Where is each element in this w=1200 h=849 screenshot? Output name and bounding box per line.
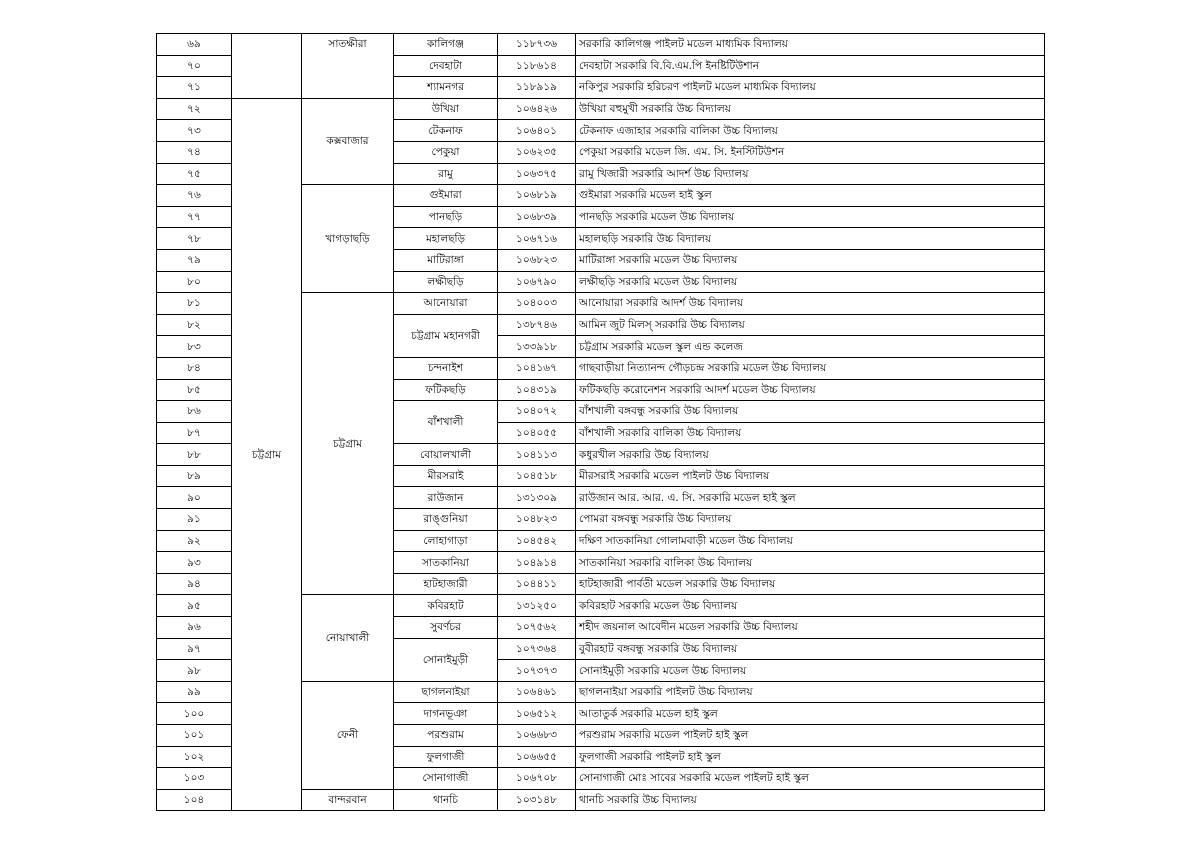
district-label: সাতক্ষীরা (328, 38, 367, 50)
upazila-cell: মীরসরাই (394, 465, 498, 487)
code-cell: ১০৬৫১২ (498, 703, 576, 725)
school-name-cell: দেবহাটা সরকারি বি.বি.এম.পি ইনষ্টিটিউশান (576, 55, 1045, 77)
division-label: চট্টগ্রাম (251, 448, 282, 461)
serial-cell: ৯৫ (157, 595, 232, 617)
code-cell: ১০৪৫১৮ (498, 465, 576, 487)
upazila-cell: ফটিকছড়ি (394, 379, 498, 401)
code-cell: ১৩১৩০৯ (498, 487, 576, 509)
school-name-cell: সোনাগাজী মোঃ সাবের সরকারি মডেল পাইলট হাই স্কুল (576, 768, 1045, 790)
serial-cell: ১০১ (157, 725, 232, 747)
serial-cell: ৮০ (157, 271, 232, 293)
district-cell-satkhira (302, 34, 394, 99)
serial-cell: ৭৯ (157, 249, 232, 271)
upazila-cell: লক্ষীছড়ি (394, 271, 498, 293)
serial-cell: ৮৮ (157, 444, 232, 466)
school-name-cell: আনোয়ারা সরকারি আদর্শ উচ্চ বিদ্যালয় (576, 293, 1045, 315)
school-name-cell: চট্টগ্রাম সরকারি মডেল স্কুল এন্ড কলেজ (576, 336, 1045, 358)
code-cell: ১০৬৭৯০ (498, 271, 576, 293)
district-cell-chattogram (302, 293, 394, 595)
division-cell-chattogram (232, 98, 302, 811)
serial-cell: ৭০ (157, 55, 232, 77)
upazila-cell: পরশুরাম (394, 725, 498, 747)
serial-cell: ৭৮ (157, 228, 232, 250)
district-cell-noakhali (302, 595, 394, 681)
district-label: খাগড়াছড়ি (325, 232, 370, 245)
code-cell: ১০৬৬৫৫ (498, 746, 576, 768)
code-cell: ১৩৮৭৪৬ (498, 314, 576, 336)
upazila-cell: শ্যামনগর (394, 77, 498, 99)
school-name-cell: ফটিকছড়ি করোনেশন সরকারি আদর্শ মডেল উচ্চ বিদ্যালয় (576, 379, 1045, 401)
upazila-cell: টেকনাফ (394, 120, 498, 142)
code-cell: ১০৬৪২৬ (498, 98, 576, 120)
upazila-cell: বোয়ালখালী (394, 444, 498, 466)
code-cell: ১৩১২৫০ (498, 595, 576, 617)
district-label: কক্সবাজার (326, 135, 369, 148)
serial-cell: ৮৭ (157, 422, 232, 444)
school-name-cell: পরশুরাম সরকারি মডেল পাইলট হাই স্কুল (576, 725, 1045, 747)
upazila-cell: সুবর্ণচর (394, 617, 498, 639)
school-name-cell: রাউজান আর. আর. এ. সি. সরকারি মডেল হাই স্কুল (576, 487, 1045, 509)
serial-cell: ৭৭ (157, 206, 232, 228)
school-name-cell: ফুলগাজী সরকারি পাইলট হাই স্কুল (576, 746, 1045, 768)
code-cell: ১১৮৬১৪ (498, 55, 576, 77)
serial-cell: ১০০ (157, 703, 232, 725)
code-cell: ১০৩১৪৮ (498, 789, 576, 811)
code-cell: ১০৪৯১৪ (498, 552, 576, 574)
upazila-cell: মহালছড়ি (394, 228, 498, 250)
district-cell-coxsbazar (302, 98, 394, 184)
upazila-cell: দাগনভূঞা (394, 703, 498, 725)
upazila-cell: কবিরহাট (394, 595, 498, 617)
upazila-cell: ছাগলনাইয়া (394, 681, 498, 703)
upazila-cell: লোহাগাড়া (394, 530, 498, 552)
school-name-cell: মীরসরাই সরকারি মডেল পাইলট উচ্চ বিদ্যালয় (576, 465, 1045, 487)
upazila-cell: হাটহাজারী (394, 573, 498, 595)
school-name-cell: নকিপুর সরকারি হরিচরণ পাইলট মডেল মাধ্যমিক বিদ্যালয় (576, 77, 1045, 99)
school-name-cell: সোনাইমুড়ী সরকারি মডেল উচ্চ বিদ্যালয় (576, 660, 1045, 682)
serial-cell: ১০৩ (157, 768, 232, 790)
upazila-cell: বাঁশখালী (394, 401, 498, 444)
serial-cell: ৮২ (157, 314, 232, 336)
serial-cell: ৮৬ (157, 401, 232, 423)
code-cell: ১০৬২৩৫ (498, 141, 576, 163)
serial-cell: ৭৪ (157, 141, 232, 163)
serial-cell: ১০২ (157, 746, 232, 768)
code-cell: ১০৪০০৩ (498, 293, 576, 315)
school-name-cell: কবিরহাট সরকারি মডেল উচ্চ বিদ্যালয় (576, 595, 1045, 617)
school-name-cell: পেকুয়া সরকারি মডেল জি. এম. সি. ইনস্টিটিউশন (576, 141, 1045, 163)
serial-cell: ৭৩ (157, 120, 232, 142)
district-label: নোয়াখালী (325, 632, 370, 645)
upazila-cell: পানছড়ি (394, 206, 498, 228)
code-cell: ১০৪৮২৩ (498, 509, 576, 531)
code-cell: ১০৪৪১১ (498, 573, 576, 595)
upazila-cell: গুইমারা (394, 185, 498, 207)
serial-cell: ৯০ (157, 487, 232, 509)
upazila-cell: দেবহাটা (394, 55, 498, 77)
serial-cell: ৭৫ (157, 163, 232, 185)
serial-cell: ৯৩ (157, 552, 232, 574)
school-name-cell: উখিয়া বহুমুখী সরকারি উচ্চ বিদ্যালয় (576, 98, 1045, 120)
school-name-cell: বুবীরহাট বঙ্গবন্ধু সরকারি উচ্চ বিদ্যালয় (576, 638, 1045, 660)
upazila-cell: থানচি (394, 789, 498, 811)
code-cell: ১০৬৪০১ (498, 120, 576, 142)
serial-cell: ৬৯ (157, 34, 232, 56)
school-name-cell: পানছড়ি সরকারি মডেল উচ্চ বিদ্যালয় (576, 206, 1045, 228)
school-name-cell: আমিন জুট মিলস্ সরকারি উচ্চ বিদ্যালয় (576, 314, 1045, 336)
code-cell: ১০৬৮২৩ (498, 249, 576, 271)
serial-cell: ৯৪ (157, 573, 232, 595)
school-name-cell: মাটিরাঙ্গা সরকারি মডেল উচ্চ বিদ্যালয় (576, 249, 1045, 271)
district-cell-feni (302, 681, 394, 789)
district-label: বান্দরবান (328, 794, 367, 807)
district-cell-bandarban (302, 789, 394, 811)
school-name-cell: সাতকানিয়া সরকারি বালিকা উচ্চ বিদ্যালয় (576, 552, 1045, 574)
upazila-cell: রাঙ্গুনিয়া (394, 509, 498, 531)
code-cell: ১১৮৯১৯ (498, 77, 576, 99)
serial-cell: ৭১ (157, 77, 232, 99)
serial-cell: ৮৯ (157, 465, 232, 487)
code-cell: ১০৬৪৬১ (498, 681, 576, 703)
upazila-cell: উখিয়া (394, 98, 498, 120)
code-cell: ১০৭৩৭৩ (498, 660, 576, 682)
school-name-cell: রামু খিজারী সরকারি আদর্শ উচ্চ বিদ্যালয় (576, 163, 1045, 185)
school-name-cell: আতাতুর্ক সরকারি মডেল হাই স্কুল (576, 703, 1045, 725)
district-label: ফেনী (336, 729, 359, 742)
school-name-cell: শহীদ জয়নাল আবেদীন মডেল সরকারি উচ্চ বিদ্যালয় (576, 617, 1045, 639)
code-cell: ১০৭৫৬২ (498, 617, 576, 639)
code-cell: ১০৪১১৩ (498, 444, 576, 466)
school-name-cell: ছাগলনাইয়া সরকারি পাইলট উচ্চ বিদ্যালয় (576, 681, 1045, 703)
school-name-cell: সরকারি কালিগঞ্জ পাইলট মডেল মাধ্যমিক বিদ্যালয় (576, 34, 1045, 56)
code-cell: ১০৪৩১৯ (498, 379, 576, 401)
serial-cell: ৭২ (157, 98, 232, 120)
table-row (157, 34, 1045, 56)
school-name-cell: বাঁশখালী সরকারি বালিকা উচ্চ বিদ্যালয় (576, 422, 1045, 444)
code-cell: ১৩৩৯১৮ (498, 336, 576, 358)
serial-cell: ৯১ (157, 509, 232, 531)
school-name-cell: হাটহাজারী পার্বতী মডেল সরকারি উচ্চ বিদ্যালয় (576, 573, 1045, 595)
upazila-cell: সাতকানিয়া (394, 552, 498, 574)
code-cell: ১০৬৩৭৫ (498, 163, 576, 185)
upazila-cell: সোনাগাজী (394, 768, 498, 790)
division-cell-blank (232, 34, 302, 99)
serial-cell: ৮১ (157, 293, 232, 315)
district-cell-khagrachhari (302, 185, 394, 293)
serial-cell: ৯৮ (157, 660, 232, 682)
upazila-cell: পেকুয়া (394, 141, 498, 163)
serial-cell: ১০৪ (157, 789, 232, 811)
code-cell: ১০৬৭১৬ (498, 228, 576, 250)
code-cell: ১০৬৮৩৯ (498, 206, 576, 228)
upazila-cell: চন্দনাইশ (394, 357, 498, 379)
code-cell: ১০৪৫৪২ (498, 530, 576, 552)
upazila-cell: চট্টগ্রাম মহানগরী (394, 314, 498, 357)
school-name-cell: লক্ষীছড়ি সরকারি মডেল উচ্চ বিদ্যালয় (576, 271, 1045, 293)
school-name-cell: পোমরা বঙ্গবন্ধু সরকারি উচ্চ বিদ্যালয় (576, 509, 1045, 531)
serial-cell: ৮৪ (157, 357, 232, 379)
serial-cell: ৯৬ (157, 617, 232, 639)
serial-cell: ৮৩ (157, 336, 232, 358)
code-cell: ১০৬৭০৮ (498, 768, 576, 790)
code-cell: ১০৪০৫৫ (498, 422, 576, 444)
upazila-cell: কালিগঞ্জ (394, 34, 498, 56)
school-list-table (156, 33, 1045, 811)
upazila-cell: আনোয়ারা (394, 293, 498, 315)
school-name-cell: বাঁশখালী বঙ্গবন্ধু সরকারি উচ্চ বিদ্যালয় (576, 401, 1045, 423)
upazila-cell: রামু (394, 163, 498, 185)
school-name-cell: গুইমারা সরকারি মডেল হাই স্কুল (576, 185, 1045, 207)
school-name-cell: মহালছড়ি সরকারি উচ্চ বিদ্যালয় (576, 228, 1045, 250)
school-name-cell: কধুরখীল সরকারি উচ্চ বিদ্যালয় (576, 444, 1045, 466)
code-cell: ১১৮৭৩৬ (498, 34, 576, 56)
upazila-cell: মাটিরাঙ্গা (394, 249, 498, 271)
upazila-cell: ফুলগাজী (394, 746, 498, 768)
table-row (157, 98, 1045, 120)
code-cell: ১০৪০৭২ (498, 401, 576, 423)
serial-cell: ৯২ (157, 530, 232, 552)
school-name-cell: থানচি সরকারি উচ্চ বিদ্যালয় (576, 789, 1045, 811)
code-cell: ১০৪১৬৭ (498, 357, 576, 379)
school-name-cell: দক্ষিণ সাতকানিয়া গোলামবাড়ী মডেল উচ্চ বিদ্যালয় (576, 530, 1045, 552)
serial-cell: ৯৯ (157, 681, 232, 703)
school-name-cell: গাছবাড়ীয়া নিত্যানন্দ গৌড়চন্দ্র সরকারি মডেল উচ্চ বিদ্যালয় (576, 357, 1045, 379)
code-cell: ১০৬৬৮৩ (498, 725, 576, 747)
serial-cell: ৯৭ (157, 638, 232, 660)
upazila-cell: সোনাইমুড়ী (394, 638, 498, 681)
code-cell: ১০৬৮১৯ (498, 185, 576, 207)
upazila-cell: রাউজান (394, 487, 498, 509)
school-name-cell: টেকনাফ এজাহার সরকারি বালিকা উচ্চ বিদ্যালয় (576, 120, 1045, 142)
serial-cell: ৮৫ (157, 379, 232, 401)
serial-cell: ৭৬ (157, 185, 232, 207)
code-cell: ১০৭৩৬৪ (498, 638, 576, 660)
district-label: চট্টগ্রাম (332, 437, 363, 450)
